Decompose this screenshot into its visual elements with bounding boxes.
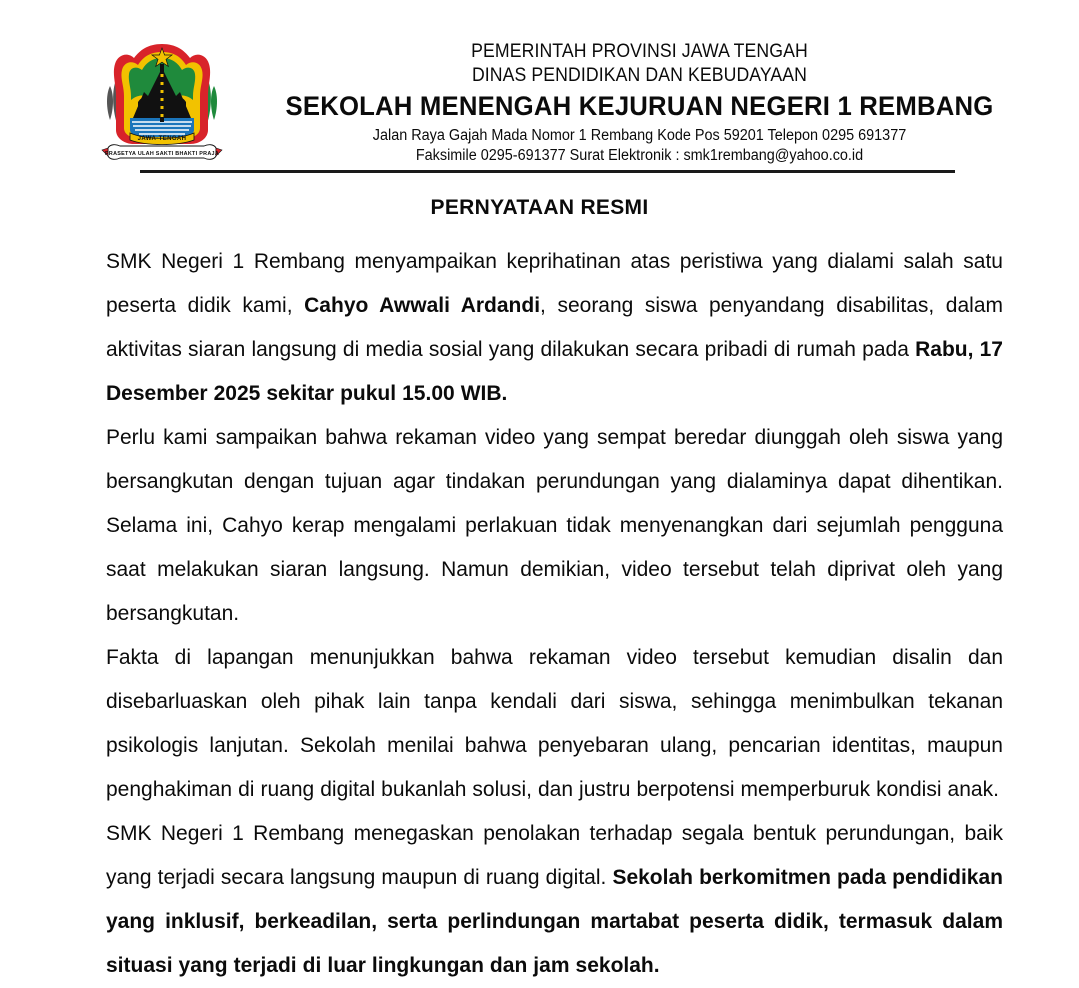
paragraph: [106, 812, 1003, 988]
paragraph: [106, 416, 1003, 636]
statement-body: [106, 240, 1003, 988]
svg-text:JAWA-TENGAH: JAWA-TENGAH: [137, 136, 187, 142]
emphasis-text: Sekolah berkomitmen pada pendidikan yang inklusif, berkeadilan, serta perlindungan martabat peserta didik, termasuk dalam situasi yang terjadi di luar lingkungan dan jam sekolah.: [106, 866, 1003, 977]
emphasis-text: Cahyo Awwali Ardandi: [304, 294, 541, 317]
body-text: SMK Negeri 1 Rembang menegaskan penolakan terhadap segala bentuk perundungan, baik yang terjadi secara langsung maupun di ruang digital.: [106, 822, 1003, 889]
body-text: SMK Negeri 1 Rembang menyampaikan keprihatinan atas peristiwa yang dialami salah satu peserta didik kami,: [106, 250, 1003, 317]
government-line: PEMERINTAH PROVINSI JAWA TENGAH: [471, 41, 808, 62]
department-line: DINAS PENDIDIKAN DAN KEBUDAYAAN: [471, 65, 808, 86]
letterhead-text-block: [240, 40, 1039, 166]
svg-text:PRASETYA ULAH SAKTI BHAKTI PRA: PRASETYA ULAH SAKTI BHAKTI PRAJA: [104, 151, 220, 157]
address-line-1: Jalan Raya Gajah Mada Nomor 1 Rembang Kode Pos 59201 Telepon 0295 691377: [372, 127, 907, 144]
letterhead-divider: [140, 170, 955, 173]
paragraph: [106, 240, 1003, 416]
letterhead: [0, 0, 1079, 164]
page-title: PERNYATAAN RESMI: [430, 196, 649, 219]
paragraph: [106, 636, 1003, 812]
body-text: , seorang siswa penyandang disabilitas, dalam aktivitas siaran langsung di media sosial yang dilakukan secara pribadi di rumah pada: [106, 294, 1004, 361]
address-line-2: Faksimile 0295-691377 Surat Elektronik : smk1rembang@yahoo.co.id: [415, 147, 864, 164]
jawa-tengah-coat-of-arms-icon: [96, 34, 228, 162]
body-text: Perlu kami sampaikan bahwa rekaman video yang sempat beredar diunggah oleh siswa yang bersangkutan dengan tujuan agar tindakan perundungan yang dialaminya dapat dihentikan. Selama ini, Cahyo kerap mengalami perlakuan tidak menyenangkan dari sejumlah pengguna saat melakukan siaran langsung. Namun demikian, video tersebut telah diprivat oleh yang bersangkutan.: [106, 426, 1003, 625]
school-name: SEKOLAH MENENGAH KEJURUAN NEGERI 1 REMBANG: [285, 91, 994, 121]
emphasis-text: Rabu, 17 Desember 2025 sekitar pukul 15.00 WIB.: [106, 338, 1003, 405]
body-text: Fakta di lapangan menunjukkan bahwa rekaman video tersebut kemudian disalin dan disebarluaskan oleh pihak lain tanpa kendali dari siswa, sehingga menimbulkan tekanan psikologis lanjutan. Sekolah menilai bahwa penyebaran ulang, pencarian identitas, maupun penghakiman di ruang digital bukanlah solusi, dan justru berpotensi memperburuk kondisi anak.: [106, 646, 1003, 801]
